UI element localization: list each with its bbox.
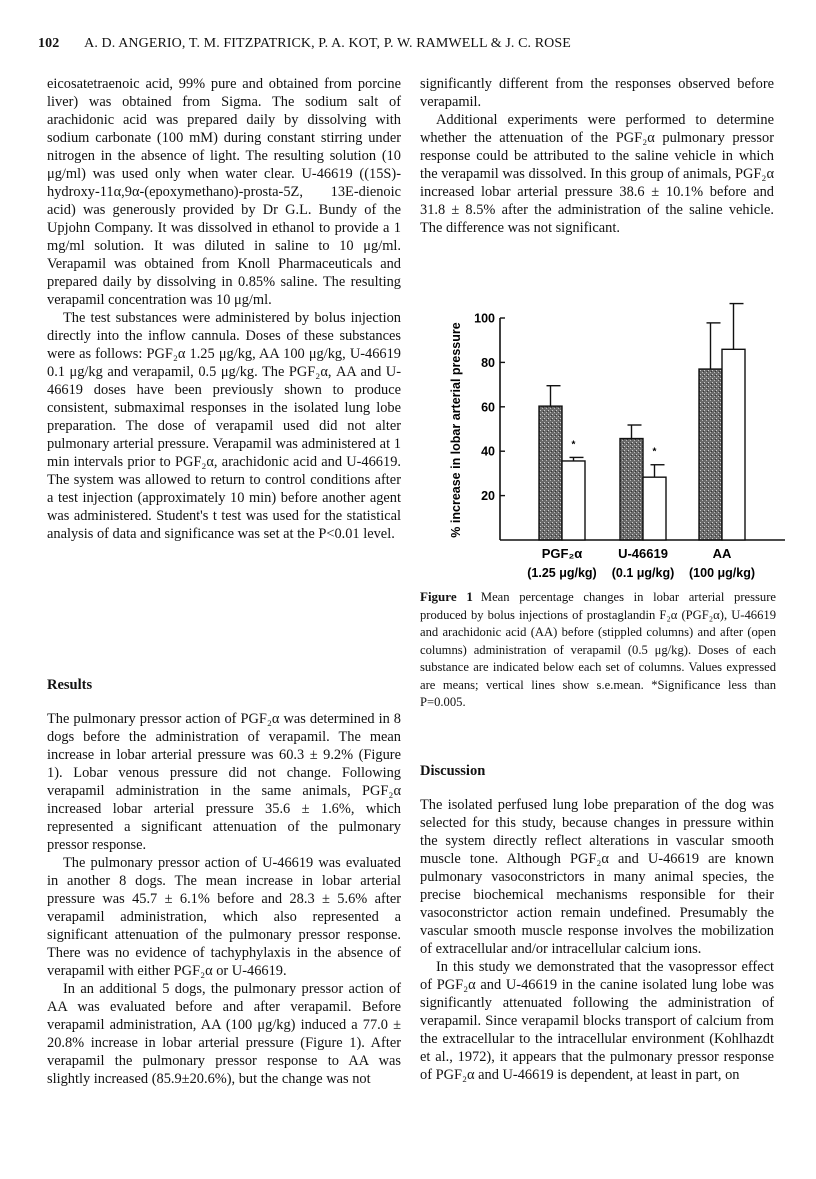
discussion-heading: Discussion xyxy=(420,763,486,779)
author-list: A. D. ANGERIO, T. M. FITZPATRICK, P. A. KOT, P. W. RAMWELL & J. C. ROSE xyxy=(84,36,571,51)
caption-label: Figure 1 xyxy=(420,589,473,604)
left-column xyxy=(47,75,401,543)
caption-text: Mean percentage changes in lobar arterial pressure produced by bolus injections of prostaglandin F₂α (PGF₂α), U-46619 and arachidonic acid (AA) before (stippled columns) and after (open columns) administration of verapamil (0.5 μg/kg). Doses of each substance are indicated below each set of columns. Values expressed are means; vertical lines show s.e.mean. *Significance less than P=0.005. xyxy=(420,590,776,709)
x-category-label: U-46619 xyxy=(618,546,668,561)
discussion-section xyxy=(420,796,774,1084)
significance-asterisk: * xyxy=(571,439,576,451)
bar-after-2 xyxy=(722,349,745,540)
results-section xyxy=(47,710,401,1088)
y-tick-label: 60 xyxy=(481,400,495,415)
figure-1-bar-chart xyxy=(420,290,800,590)
discussion-paragraph: In this study we demonstrated that the vasopressor effect of PGF₂α and U-46619 in the canine isolated lung lobe was significantly attenuated following the administration of verapamil. Since verapamil blocks transport of calcium from the extracellular to the intracellular environment (Kohlhazdt et al., 1972), it appears that the pulmonary pressor response of PGF₂α and U-46619 is dependent, at least in part, on xyxy=(420,959,774,1083)
results-paragraph: The pulmonary pressor action of U-46619 was evaluated in another 8 dogs. The mean increase in lobar arterial pressure was 45.7 ± 6.1% before and 28.3 ± 5.6% after verapamil administration, which also represented a significant attenuation of the pulmonary pressor response. There was no evidence of tachyphylaxis in the absence of verapamil with either PGF₂α or U-46619. xyxy=(47,855,401,979)
bar-before-0 xyxy=(539,406,562,540)
figure-caption xyxy=(420,588,776,712)
results-paragraph: Additional experiments were performed to determine whether the attenuation of the PGF₂α pulmonary pressor response could be attributed to the saline vehicle in which the verapamil was dissolved. In this group of animals, PGF₂α increased lobar arterial pressure 38.6 ± 10.1% before and 31.8 ± 8.5% after the administration of the saline vehicle. The difference was not significant. xyxy=(420,112,774,236)
results-paragraph: The pulmonary pressor action of PGF₂α was determined in 8 dogs before the administration of verapamil. The mean increase in lobar arterial pressure was 60.3 ± 9.2% (Figure 1). Lobar venous pressure did not change. Following verapamil administration in the same animals, PGF₂α increased lobar arterial pressure 35.6 ± 1.6%, which represented a significant attenuation of the pulmonary pressor response. xyxy=(47,711,401,853)
discussion-paragraph: The isolated perfused lung lobe preparation of the dog was selected for this study, because changes in pressure within the system directly reflect alterations in vascular smooth muscle tone. Although PGF₂α and U-46619 are known pulmonary vasoconstrictors in many animal species, the precise biochemical mechanisms responsible for their vasoconstrictor action remain undefined. Presumably the vascular smooth muscle response involves the mobilization of extracellular and/or intracellular calcium ions. xyxy=(420,797,774,957)
results-heading: Results xyxy=(47,677,93,693)
significance-asterisk: * xyxy=(652,446,657,458)
running-header xyxy=(38,36,571,52)
right-column-top xyxy=(420,75,774,237)
bar-before-2 xyxy=(699,369,722,540)
results-paragraph: significantly different from the responses observed before verapamil. xyxy=(420,76,774,110)
x-category-label: PGF₂α xyxy=(541,546,583,561)
y-axis-title: % increase in lobar arterial pressure xyxy=(449,322,463,538)
results-paragraph: In an additional 5 dogs, the pulmonary pressor action of AA was evaluated before and after verapamil. Before verapamil administration, AA (100 μg/kg) induced a 77.0 ± 20.8% increase in lobar arterial pressure (Figure 1). After verapamil the pulmonary pressor response to AA was slightly increased (85.9±20.6%), but the change was not xyxy=(47,981,401,1087)
methods-paragraph: The test substances were administered by bolus injection directly into the inflow cannula. Doses of these substances were as follows: PGF₂α 1.25 μg/kg, AA 100 μg/kg, U-46619 0.1 μg/kg and verapamil, 0.5 μg/kg. The PGF₂α, AA and U-46619 doses have been previously shown to produce consistent, submaximal responses in the isolated lung lobe preparation. The dose of verapamil used did not alter pulmonary arterial pressure. Verapamil was administered at 1 min intervals prior to PGF₂α, arachidonic acid and U-46619. The system was allowed to return to control conditions after a test injection (approximately 10 min) before another agent was administered. Student's t test was used for the statistical analysis of data and significance was set at the P<0.01 level. xyxy=(47,310,401,542)
y-tick-label: 20 xyxy=(481,489,495,504)
bar-after-0 xyxy=(562,461,585,540)
y-tick-label: 40 xyxy=(481,444,495,459)
bar-after-1 xyxy=(643,477,666,540)
x-category-dose: (1.25 μg/kg) xyxy=(527,566,597,580)
x-category-dose: (100 μg/kg) xyxy=(689,566,755,580)
bar-before-1 xyxy=(620,439,643,540)
y-tick-label: 80 xyxy=(481,355,495,370)
x-category-label: AA xyxy=(712,546,732,561)
page-number: 102 xyxy=(38,36,60,51)
x-category-dose: (0.1 μg/kg) xyxy=(611,566,675,580)
y-tick-label: 100 xyxy=(474,311,495,326)
methods-paragraph: eicosatetraenoic acid, 99% pure and obtained from porcine liver) was obtained from Sigma. The sodium salt of arachidonic acid was prepared daily by dissolving with sodium carbonate (100 mM) during constant stirring under nitrogen in the absence of light. The resulting solution (10 μg/ml) was used only when water clear. U-46619 ((15S)-hydroxy-11α,9α-(epoxymethano)-prosta-5Z, 13E-dienoic acid) was generously provided by Dr G.L. Bundy of the Upjohn Company. It was dissolved in ethanol to provide a 1 mg/ml solution. It was diluted in saline to 10 μg/ml. Verapamil was obtained from Knoll Pharmaceuticals and prepared daily by dissolving in 0.85% saline. The resulting verapamil concentration was 10 μg/ml. xyxy=(47,76,401,308)
